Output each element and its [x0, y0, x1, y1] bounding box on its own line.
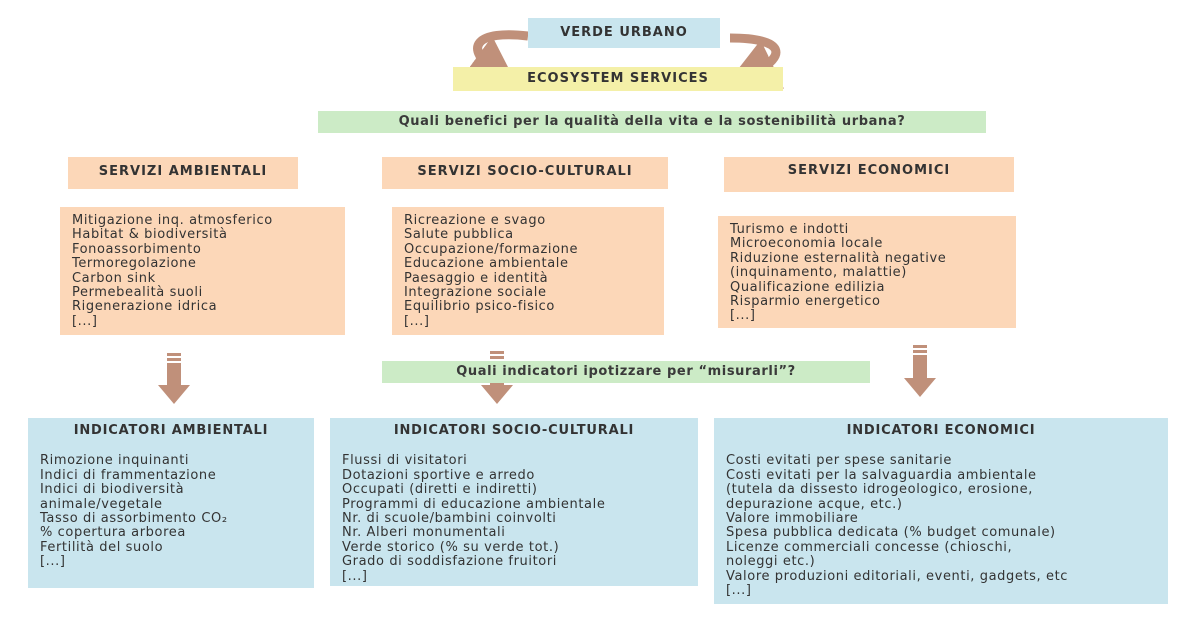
list-item: Mitigazione inq. atmosferico	[72, 213, 273, 228]
servizi-economici-header: SERVIZI ECONOMICI	[724, 157, 1014, 192]
list-item: Spesa pubblica dedicata (% budget comunale)	[726, 525, 1056, 541]
list-item: [...]	[40, 554, 66, 570]
list-item: Verde storico (% su verde tot.)	[342, 539, 560, 555]
list-item: Rigenerazione idrica	[72, 299, 218, 315]
list-item: Carbon sink	[72, 270, 156, 286]
list-item: Integrazione sociale	[404, 285, 547, 301]
list-item: % copertura arborea	[40, 525, 186, 541]
list-item: Educazione ambientale	[404, 256, 569, 272]
servizi-ambientali-list	[60, 207, 345, 335]
list-item: Dotazioni sportive e arredo	[342, 467, 535, 483]
list-item: Riduzione esternalità negative	[730, 250, 947, 266]
question-benefici: Quali benefici per la qualità della vita e la sostenibilità urbana?	[318, 111, 986, 133]
indicatori-ambientali-box	[28, 418, 314, 588]
servizi-socio-culturali-list	[392, 207, 664, 335]
list-item: Indici di frammentazione	[40, 467, 217, 483]
list-item: Occupazione/formazione	[404, 241, 579, 257]
list-item: Fertilità del suolo	[40, 539, 164, 555]
list-item: Termoregolazione	[72, 256, 197, 272]
list-item: Rimozione inquinanti	[40, 453, 190, 469]
list-item: Ricreazione e svago	[404, 213, 546, 228]
indicatori-economici-box	[714, 418, 1168, 604]
list-item: Occupati (diretti e indiretti)	[342, 482, 538, 498]
indicatori-economici-title: INDICATORI ECONOMICI	[846, 423, 1036, 438]
list-item: Risparmio energetico	[730, 294, 881, 310]
question-indicatori: Quali indicatori ipotizzare per “misurarli”?	[382, 361, 870, 383]
list-item: animale/vegetale	[40, 496, 163, 512]
list-item: Tasso di assorbimento CO₂	[40, 511, 228, 527]
list-item: Turismo e indotti	[730, 222, 849, 237]
list-item: [...]	[404, 313, 430, 329]
list-item: Microeconomia locale	[730, 236, 883, 252]
list-item: Salute pubblica	[404, 227, 514, 243]
list-item: Programmi di educazione ambientale	[342, 496, 606, 512]
list-item: Habitat & biodiversità	[72, 227, 228, 243]
list-item: Valore produzioni editoriali, eventi, gadgets, etc	[726, 568, 1069, 584]
list-item: [...]	[726, 583, 752, 599]
servizi-socio-culturali-header: SERVIZI SOCIO-CULTURALI	[382, 157, 668, 189]
list-item: [...]	[342, 568, 368, 584]
list-item: Qualificazione edilizia	[730, 279, 886, 295]
list-item: Costi evitati per spese sanitarie	[726, 453, 952, 469]
list-item: (inquinamento, malattie)	[730, 265, 907, 281]
down-arrow-ambientali	[158, 353, 190, 404]
list-item: Valore immobiliare	[726, 511, 859, 527]
list-item: Flussi di visitatori	[342, 453, 468, 469]
list-item: Nr. di scuole/bambini coinvolti	[342, 511, 557, 527]
list-item: Paesaggio e identità	[404, 270, 549, 286]
list-item: [...]	[730, 308, 756, 324]
list-item: noleggi etc.)	[726, 554, 816, 570]
servizi-ambientali-header: SERVIZI AMBIENTALI	[68, 157, 298, 189]
list-item: Indici di biodiversità	[40, 482, 185, 498]
indicatori-socio-culturali-box	[330, 418, 698, 586]
indicatori-ambientali-title: INDICATORI AMBIENTALI	[73, 423, 269, 438]
down-arrow-economici	[904, 345, 936, 397]
list-item: Nr. Alberi monumentali	[342, 525, 506, 541]
list-item: depurazione acque, etc.)	[726, 496, 903, 512]
list-item: (tutela da dissesto idrogeologico, erosione,	[726, 482, 1033, 498]
list-item: Fonoassorbimento	[72, 241, 202, 257]
verde-urbano-box: VERDE URBANO	[528, 18, 720, 48]
list-item: Grado di soddisfazione fruitori	[342, 554, 558, 570]
list-item: [...]	[72, 313, 98, 329]
list-item: Permebealità suoli	[72, 285, 203, 301]
list-item: Licenze commerciali concesse (chioschi,	[726, 539, 1013, 555]
list-item: Costi evitati per la salvaguardia ambientale	[726, 467, 1037, 483]
list-item: Equilibrio psico-fisico	[404, 299, 555, 315]
indicatori-socio-culturali-title: INDICATORI SOCIO-CULTURALI	[393, 423, 635, 438]
ecosystem-services-box: ECOSYSTEM SERVICES	[453, 67, 783, 91]
servizi-economici-list	[718, 216, 1016, 328]
